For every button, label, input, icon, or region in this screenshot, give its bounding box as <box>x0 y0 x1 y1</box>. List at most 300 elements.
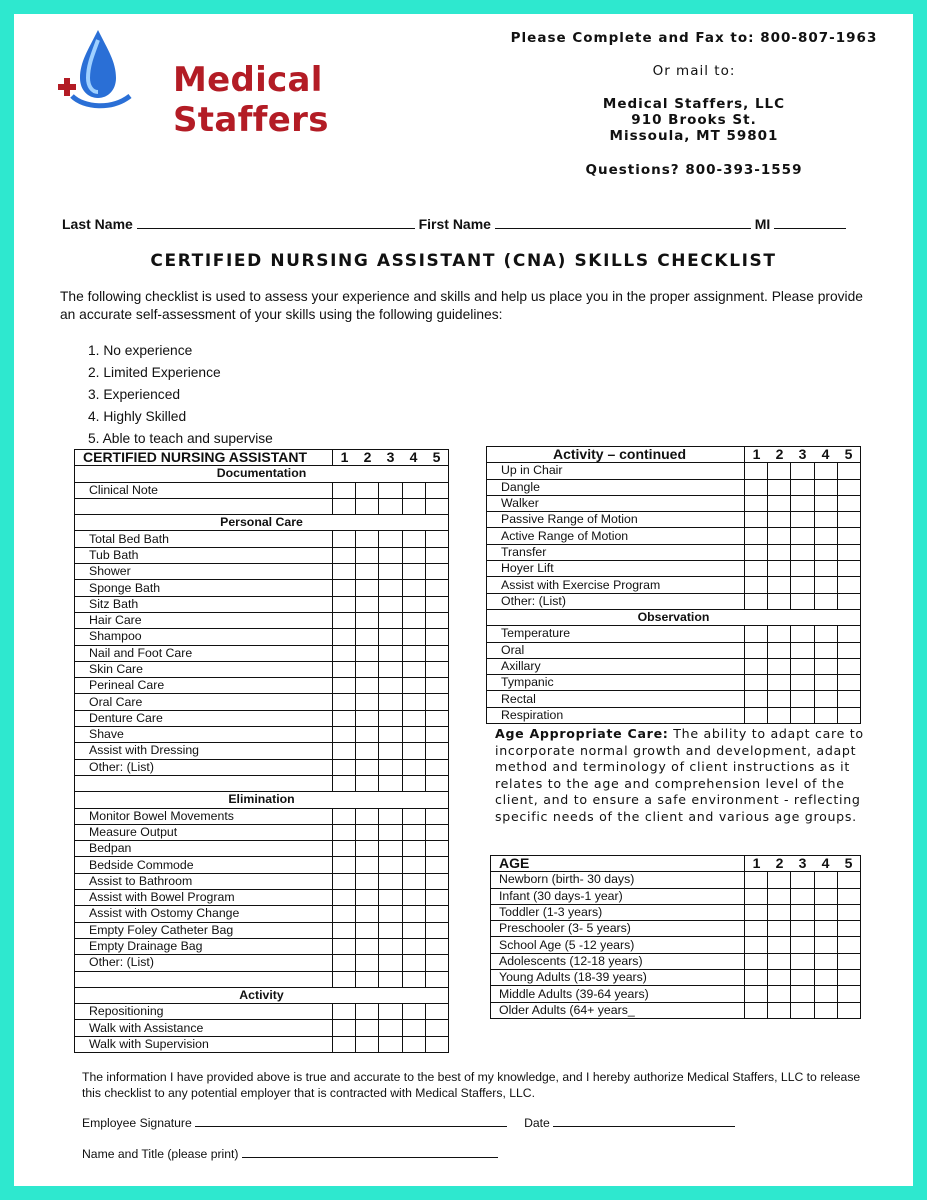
rating-box[interactable] <box>333 890 356 906</box>
first-name-field[interactable] <box>495 216 751 229</box>
rating-box[interactable] <box>768 986 791 1002</box>
rating-box[interactable] <box>356 661 379 677</box>
rating-box[interactable] <box>425 1036 448 1052</box>
rating-box[interactable] <box>425 612 448 628</box>
rating-box[interactable] <box>745 953 768 969</box>
rating-box[interactable] <box>379 547 402 563</box>
rating-box[interactable] <box>333 596 356 612</box>
rating-box[interactable] <box>425 743 448 759</box>
rating-box[interactable] <box>745 544 768 560</box>
rating-box[interactable] <box>791 1002 814 1018</box>
rating-box[interactable] <box>425 955 448 971</box>
rating-box[interactable] <box>745 528 768 544</box>
page-title: CERTIFIED NURSING ASSISTANT (CNA) SKILLS CHECKLIST <box>150 251 777 271</box>
rating-box[interactable] <box>745 904 768 920</box>
rating-box[interactable] <box>837 888 860 904</box>
rating-box[interactable] <box>791 577 814 593</box>
rating-box[interactable] <box>356 694 379 710</box>
rating-box[interactable] <box>402 645 425 661</box>
rating-box[interactable] <box>791 544 814 560</box>
date-field[interactable] <box>553 1115 735 1127</box>
rating-box[interactable] <box>356 857 379 873</box>
rating-box[interactable] <box>814 707 837 723</box>
rating-box[interactable] <box>791 512 814 528</box>
rating-box[interactable] <box>425 824 448 840</box>
rating-box[interactable] <box>356 1036 379 1052</box>
rating-box[interactable] <box>356 727 379 743</box>
table-header-row <box>491 856 861 872</box>
rating-box[interactable] <box>768 1002 791 1018</box>
rating-box[interactable] <box>768 463 791 479</box>
rating-box[interactable] <box>356 824 379 840</box>
rating-box[interactable] <box>425 857 448 873</box>
rating-box[interactable] <box>356 743 379 759</box>
rating-box[interactable] <box>814 528 837 544</box>
rating-box[interactable] <box>402 531 425 547</box>
rating-box[interactable] <box>768 495 791 511</box>
rating-box[interactable] <box>333 938 356 954</box>
rating-box[interactable] <box>379 1020 402 1036</box>
rating-box[interactable] <box>379 1036 402 1052</box>
rating-box[interactable] <box>356 890 379 906</box>
rating-box[interactable] <box>745 463 768 479</box>
rating-box[interactable] <box>425 759 448 775</box>
skill-row <box>491 970 861 986</box>
rating-box[interactable] <box>768 626 791 642</box>
rating-box[interactable] <box>356 645 379 661</box>
rating-box[interactable] <box>356 612 379 628</box>
intro-text: The following checklist is used to assess your experience and skills and help us place you in the proper assignment. Please provide an accurate self-assessment of your skills using the following guidelines: <box>60 289 863 322</box>
rating-box[interactable] <box>837 512 860 528</box>
rating-box[interactable] <box>333 531 356 547</box>
rating-box[interactable] <box>379 678 402 694</box>
rating-box[interactable] <box>745 675 768 691</box>
rating-box[interactable] <box>333 498 356 514</box>
rating-box[interactable] <box>425 775 448 791</box>
rating-box[interactable] <box>333 1036 356 1052</box>
rating-box[interactable] <box>402 498 425 514</box>
rating-box[interactable] <box>356 531 379 547</box>
rating-box[interactable] <box>356 906 379 922</box>
skill-label: Nail and Foot Care <box>75 645 333 661</box>
rating-box[interactable] <box>791 675 814 691</box>
rating-box[interactable] <box>402 759 425 775</box>
rating-box[interactable] <box>814 675 837 691</box>
rating-box[interactable] <box>425 596 448 612</box>
rating-box[interactable] <box>791 953 814 969</box>
last-name-field[interactable] <box>137 216 415 229</box>
rating-box[interactable] <box>814 593 837 609</box>
rating-box[interactable] <box>768 675 791 691</box>
rating-box[interactable] <box>402 1036 425 1052</box>
rating-box[interactable] <box>333 873 356 889</box>
rating-box[interactable] <box>768 970 791 986</box>
rating-box[interactable] <box>402 841 425 857</box>
rating-box[interactable] <box>814 479 837 495</box>
rating-box[interactable] <box>333 629 356 645</box>
mi-field[interactable] <box>774 216 846 229</box>
rating-box[interactable] <box>379 1004 402 1020</box>
rating-box[interactable] <box>379 612 402 628</box>
rating-box[interactable] <box>402 694 425 710</box>
rating-box[interactable] <box>333 661 356 677</box>
rating-box[interactable] <box>791 642 814 658</box>
rating-box[interactable] <box>333 906 356 922</box>
rating-box[interactable] <box>402 678 425 694</box>
rating-box[interactable] <box>379 955 402 971</box>
rating-box[interactable] <box>814 921 837 937</box>
rating-box[interactable] <box>402 922 425 938</box>
rating-box[interactable] <box>356 971 379 987</box>
rating-box[interactable] <box>837 872 860 888</box>
rating-box[interactable] <box>425 629 448 645</box>
rating-box[interactable] <box>356 759 379 775</box>
rating-box[interactable] <box>768 577 791 593</box>
rating-box[interactable] <box>425 727 448 743</box>
rating-box[interactable] <box>425 890 448 906</box>
rating-box[interactable] <box>791 561 814 577</box>
rating-box[interactable] <box>745 1002 768 1018</box>
rating-box[interactable] <box>379 629 402 645</box>
rating-box[interactable] <box>379 775 402 791</box>
rating-box[interactable] <box>356 938 379 954</box>
rating-box[interactable] <box>837 970 860 986</box>
rating-box[interactable] <box>402 906 425 922</box>
rating-box[interactable] <box>768 658 791 674</box>
rating-box[interactable] <box>745 888 768 904</box>
rating-box[interactable] <box>745 642 768 658</box>
rating-box[interactable] <box>356 841 379 857</box>
rating-box[interactable] <box>379 808 402 824</box>
rating-box[interactable] <box>768 479 791 495</box>
rating-box[interactable] <box>814 495 837 511</box>
rating-box[interactable] <box>356 580 379 596</box>
rating-box[interactable] <box>425 841 448 857</box>
rating-box[interactable] <box>425 580 448 596</box>
rating-box[interactable] <box>356 873 379 889</box>
rating-box[interactable] <box>425 922 448 938</box>
rating-box[interactable] <box>837 463 860 479</box>
rating-box[interactable] <box>402 955 425 971</box>
rating-number: 3 <box>798 855 807 872</box>
rating-box[interactable] <box>333 743 356 759</box>
rating-box[interactable] <box>791 479 814 495</box>
rating-box[interactable] <box>791 707 814 723</box>
rating-box[interactable] <box>768 544 791 560</box>
rating-box[interactable] <box>814 904 837 920</box>
skill-label: Bedpan <box>75 841 333 857</box>
rating-box[interactable] <box>333 808 356 824</box>
rating-box[interactable] <box>837 904 860 920</box>
rating-box[interactable] <box>814 658 837 674</box>
rating-box[interactable] <box>768 953 791 969</box>
rating-box[interactable] <box>356 564 379 580</box>
rating-box[interactable] <box>356 775 379 791</box>
rating-box[interactable] <box>768 937 791 953</box>
rating-box[interactable] <box>356 1004 379 1020</box>
rating-box[interactable] <box>745 495 768 511</box>
rating-box[interactable] <box>333 824 356 840</box>
rating-box[interactable] <box>356 710 379 726</box>
rating-number: 4 <box>409 449 418 466</box>
rating-box[interactable] <box>791 528 814 544</box>
rating-box[interactable] <box>356 678 379 694</box>
rating-box[interactable] <box>837 626 860 642</box>
rating-box[interactable] <box>402 482 425 498</box>
rating-box[interactable] <box>837 921 860 937</box>
rating-box[interactable] <box>356 922 379 938</box>
rating-box[interactable] <box>425 531 448 547</box>
rating-box[interactable] <box>402 775 425 791</box>
rating-box[interactable] <box>791 937 814 953</box>
rating-box[interactable] <box>379 694 402 710</box>
rating-box[interactable] <box>402 629 425 645</box>
rating-box[interactable] <box>333 645 356 661</box>
rating-box[interactable] <box>837 561 860 577</box>
rating-box[interactable] <box>402 612 425 628</box>
rating-box[interactable] <box>768 888 791 904</box>
rating-box[interactable] <box>791 593 814 609</box>
rating-box[interactable] <box>356 547 379 563</box>
rating-box[interactable] <box>791 986 814 1002</box>
rating-box[interactable] <box>814 642 837 658</box>
rating-box[interactable] <box>379 498 402 514</box>
rating-box[interactable] <box>768 904 791 920</box>
rating-box[interactable] <box>425 808 448 824</box>
rating-box[interactable] <box>791 463 814 479</box>
rating-box[interactable] <box>402 1004 425 1020</box>
rating-box[interactable] <box>379 759 402 775</box>
rating-box[interactable] <box>402 938 425 954</box>
rating-box[interactable] <box>768 691 791 707</box>
rating-box[interactable] <box>425 482 448 498</box>
rating-box[interactable] <box>379 922 402 938</box>
rating-box[interactable] <box>745 626 768 642</box>
rating-box[interactable] <box>814 544 837 560</box>
rating-box[interactable] <box>333 580 356 596</box>
rating-box[interactable] <box>333 775 356 791</box>
rating-box[interactable] <box>356 1020 379 1036</box>
rating-box[interactable] <box>425 498 448 514</box>
name-title-field[interactable] <box>242 1146 498 1158</box>
rating-box[interactable] <box>837 1002 860 1018</box>
rating-box[interactable] <box>356 498 379 514</box>
rating-box[interactable] <box>425 678 448 694</box>
rating-box[interactable] <box>837 707 860 723</box>
rating-box[interactable] <box>379 580 402 596</box>
rating-box[interactable] <box>814 561 837 577</box>
rating-box[interactable] <box>791 495 814 511</box>
rating-box[interactable] <box>333 482 356 498</box>
rating-box[interactable] <box>425 661 448 677</box>
rating-box[interactable] <box>745 593 768 609</box>
rating-box[interactable] <box>402 808 425 824</box>
rating-box[interactable] <box>837 691 860 707</box>
rating-box[interactable] <box>768 921 791 937</box>
rating-box[interactable] <box>425 564 448 580</box>
rating-box[interactable] <box>333 612 356 628</box>
rating-box[interactable] <box>402 873 425 889</box>
rating-box[interactable] <box>356 955 379 971</box>
rating-box[interactable] <box>402 596 425 612</box>
rating-box[interactable] <box>745 691 768 707</box>
rating-box[interactable] <box>814 626 837 642</box>
rating-box[interactable] <box>745 658 768 674</box>
rating-box[interactable] <box>379 596 402 612</box>
rating-box[interactable] <box>333 857 356 873</box>
rating-box[interactable] <box>768 642 791 658</box>
rating-box[interactable] <box>745 561 768 577</box>
rating-box[interactable] <box>425 906 448 922</box>
rating-box[interactable] <box>745 921 768 937</box>
rating-box[interactable] <box>425 694 448 710</box>
rating-box[interactable] <box>379 857 402 873</box>
rating-box[interactable] <box>814 1002 837 1018</box>
rating-box[interactable] <box>333 759 356 775</box>
rating-box[interactable] <box>379 727 402 743</box>
rating-box[interactable] <box>402 857 425 873</box>
rating-box[interactable] <box>837 577 860 593</box>
rating-box[interactable] <box>837 658 860 674</box>
rating-box[interactable] <box>814 872 837 888</box>
rating-box[interactable] <box>768 561 791 577</box>
rating-box[interactable] <box>814 986 837 1002</box>
rating-box[interactable] <box>745 512 768 528</box>
rating-box[interactable] <box>745 970 768 986</box>
rating-box[interactable] <box>791 970 814 986</box>
rating-box[interactable] <box>333 841 356 857</box>
rating-box[interactable] <box>837 953 860 969</box>
rating-box[interactable] <box>745 707 768 723</box>
skill-row <box>75 1004 449 1020</box>
table-header-row <box>487 447 861 463</box>
rating-box[interactable] <box>425 645 448 661</box>
rating-box[interactable] <box>814 953 837 969</box>
rating-box[interactable] <box>814 970 837 986</box>
rating-box[interactable] <box>379 824 402 840</box>
rating-box[interactable] <box>333 727 356 743</box>
rating-box[interactable] <box>425 710 448 726</box>
rating-box[interactable] <box>791 921 814 937</box>
rating-box[interactable] <box>402 710 425 726</box>
rating-box[interactable] <box>333 547 356 563</box>
rating-box[interactable] <box>814 463 837 479</box>
rating-box[interactable] <box>379 710 402 726</box>
rating-box[interactable] <box>791 872 814 888</box>
rating-box[interactable] <box>791 904 814 920</box>
rating-box[interactable] <box>768 528 791 544</box>
rating-box[interactable] <box>837 495 860 511</box>
rating-box[interactable] <box>837 528 860 544</box>
rating-box[interactable] <box>379 906 402 922</box>
rating-box[interactable] <box>356 482 379 498</box>
rating-box[interactable] <box>379 890 402 906</box>
rating-box[interactable] <box>768 512 791 528</box>
rating-box[interactable] <box>425 971 448 987</box>
rating-box[interactable] <box>379 938 402 954</box>
skill-label: Tub Bath <box>75 547 333 563</box>
rating-box[interactable] <box>791 691 814 707</box>
rating-box[interactable] <box>402 824 425 840</box>
rating-box[interactable] <box>402 1020 425 1036</box>
rating-box[interactable] <box>402 547 425 563</box>
rating-box[interactable] <box>425 1020 448 1036</box>
rating-box[interactable] <box>379 482 402 498</box>
rating-box[interactable] <box>837 642 860 658</box>
rating-box[interactable] <box>356 596 379 612</box>
rating-box[interactable] <box>768 707 791 723</box>
rating-box[interactable] <box>402 971 425 987</box>
rating-box[interactable] <box>745 986 768 1002</box>
rating-number: 5 <box>844 855 853 872</box>
rating-box[interactable] <box>791 658 814 674</box>
rating-box[interactable] <box>837 937 860 953</box>
signature-field[interactable] <box>195 1115 507 1127</box>
rating-box[interactable] <box>333 1004 356 1020</box>
rating-box[interactable] <box>333 1020 356 1036</box>
rating-box[interactable] <box>379 743 402 759</box>
rating-box[interactable] <box>379 661 402 677</box>
rating-box[interactable] <box>791 626 814 642</box>
rating-box[interactable] <box>402 743 425 759</box>
rating-box[interactable] <box>425 938 448 954</box>
rating-box[interactable] <box>402 890 425 906</box>
rating-box[interactable] <box>356 808 379 824</box>
rating-box[interactable] <box>379 971 402 987</box>
rating-box[interactable] <box>837 986 860 1002</box>
rating-box[interactable] <box>333 710 356 726</box>
rating-box[interactable] <box>837 593 860 609</box>
rating-box[interactable] <box>745 479 768 495</box>
rating-box[interactable] <box>379 873 402 889</box>
rating-box[interactable] <box>814 577 837 593</box>
rating-box[interactable] <box>356 629 379 645</box>
rating-box[interactable] <box>402 580 425 596</box>
rating-box[interactable] <box>837 675 860 691</box>
rating-box[interactable] <box>379 841 402 857</box>
rating-box[interactable] <box>379 564 402 580</box>
rating-box[interactable] <box>333 564 356 580</box>
rating-box[interactable] <box>768 872 791 888</box>
rating-box[interactable] <box>333 955 356 971</box>
rating-box[interactable] <box>768 593 791 609</box>
rating-box[interactable] <box>837 544 860 560</box>
rating-box[interactable] <box>402 727 425 743</box>
rating-box[interactable] <box>402 661 425 677</box>
rating-box[interactable] <box>745 577 768 593</box>
rating-box[interactable] <box>425 547 448 563</box>
rating-box[interactable] <box>425 1004 448 1020</box>
rating-box[interactable] <box>814 691 837 707</box>
rating-box[interactable] <box>379 645 402 661</box>
rating-box[interactable] <box>333 971 356 987</box>
rating-box[interactable] <box>814 888 837 904</box>
rating-box[interactable] <box>814 937 837 953</box>
rating-box[interactable] <box>425 873 448 889</box>
rating-box[interactable] <box>333 694 356 710</box>
rating-box[interactable] <box>814 512 837 528</box>
rating-box[interactable] <box>791 888 814 904</box>
rating-box[interactable] <box>402 564 425 580</box>
rating-box[interactable] <box>333 678 356 694</box>
rating-box[interactable] <box>333 922 356 938</box>
skill-label: Other: (List) <box>487 593 745 609</box>
rating-box[interactable] <box>837 479 860 495</box>
rating-box[interactable] <box>745 937 768 953</box>
rating-box[interactable] <box>745 872 768 888</box>
rating-box[interactable] <box>379 531 402 547</box>
skill-label: Assist to Bathroom <box>75 873 333 889</box>
